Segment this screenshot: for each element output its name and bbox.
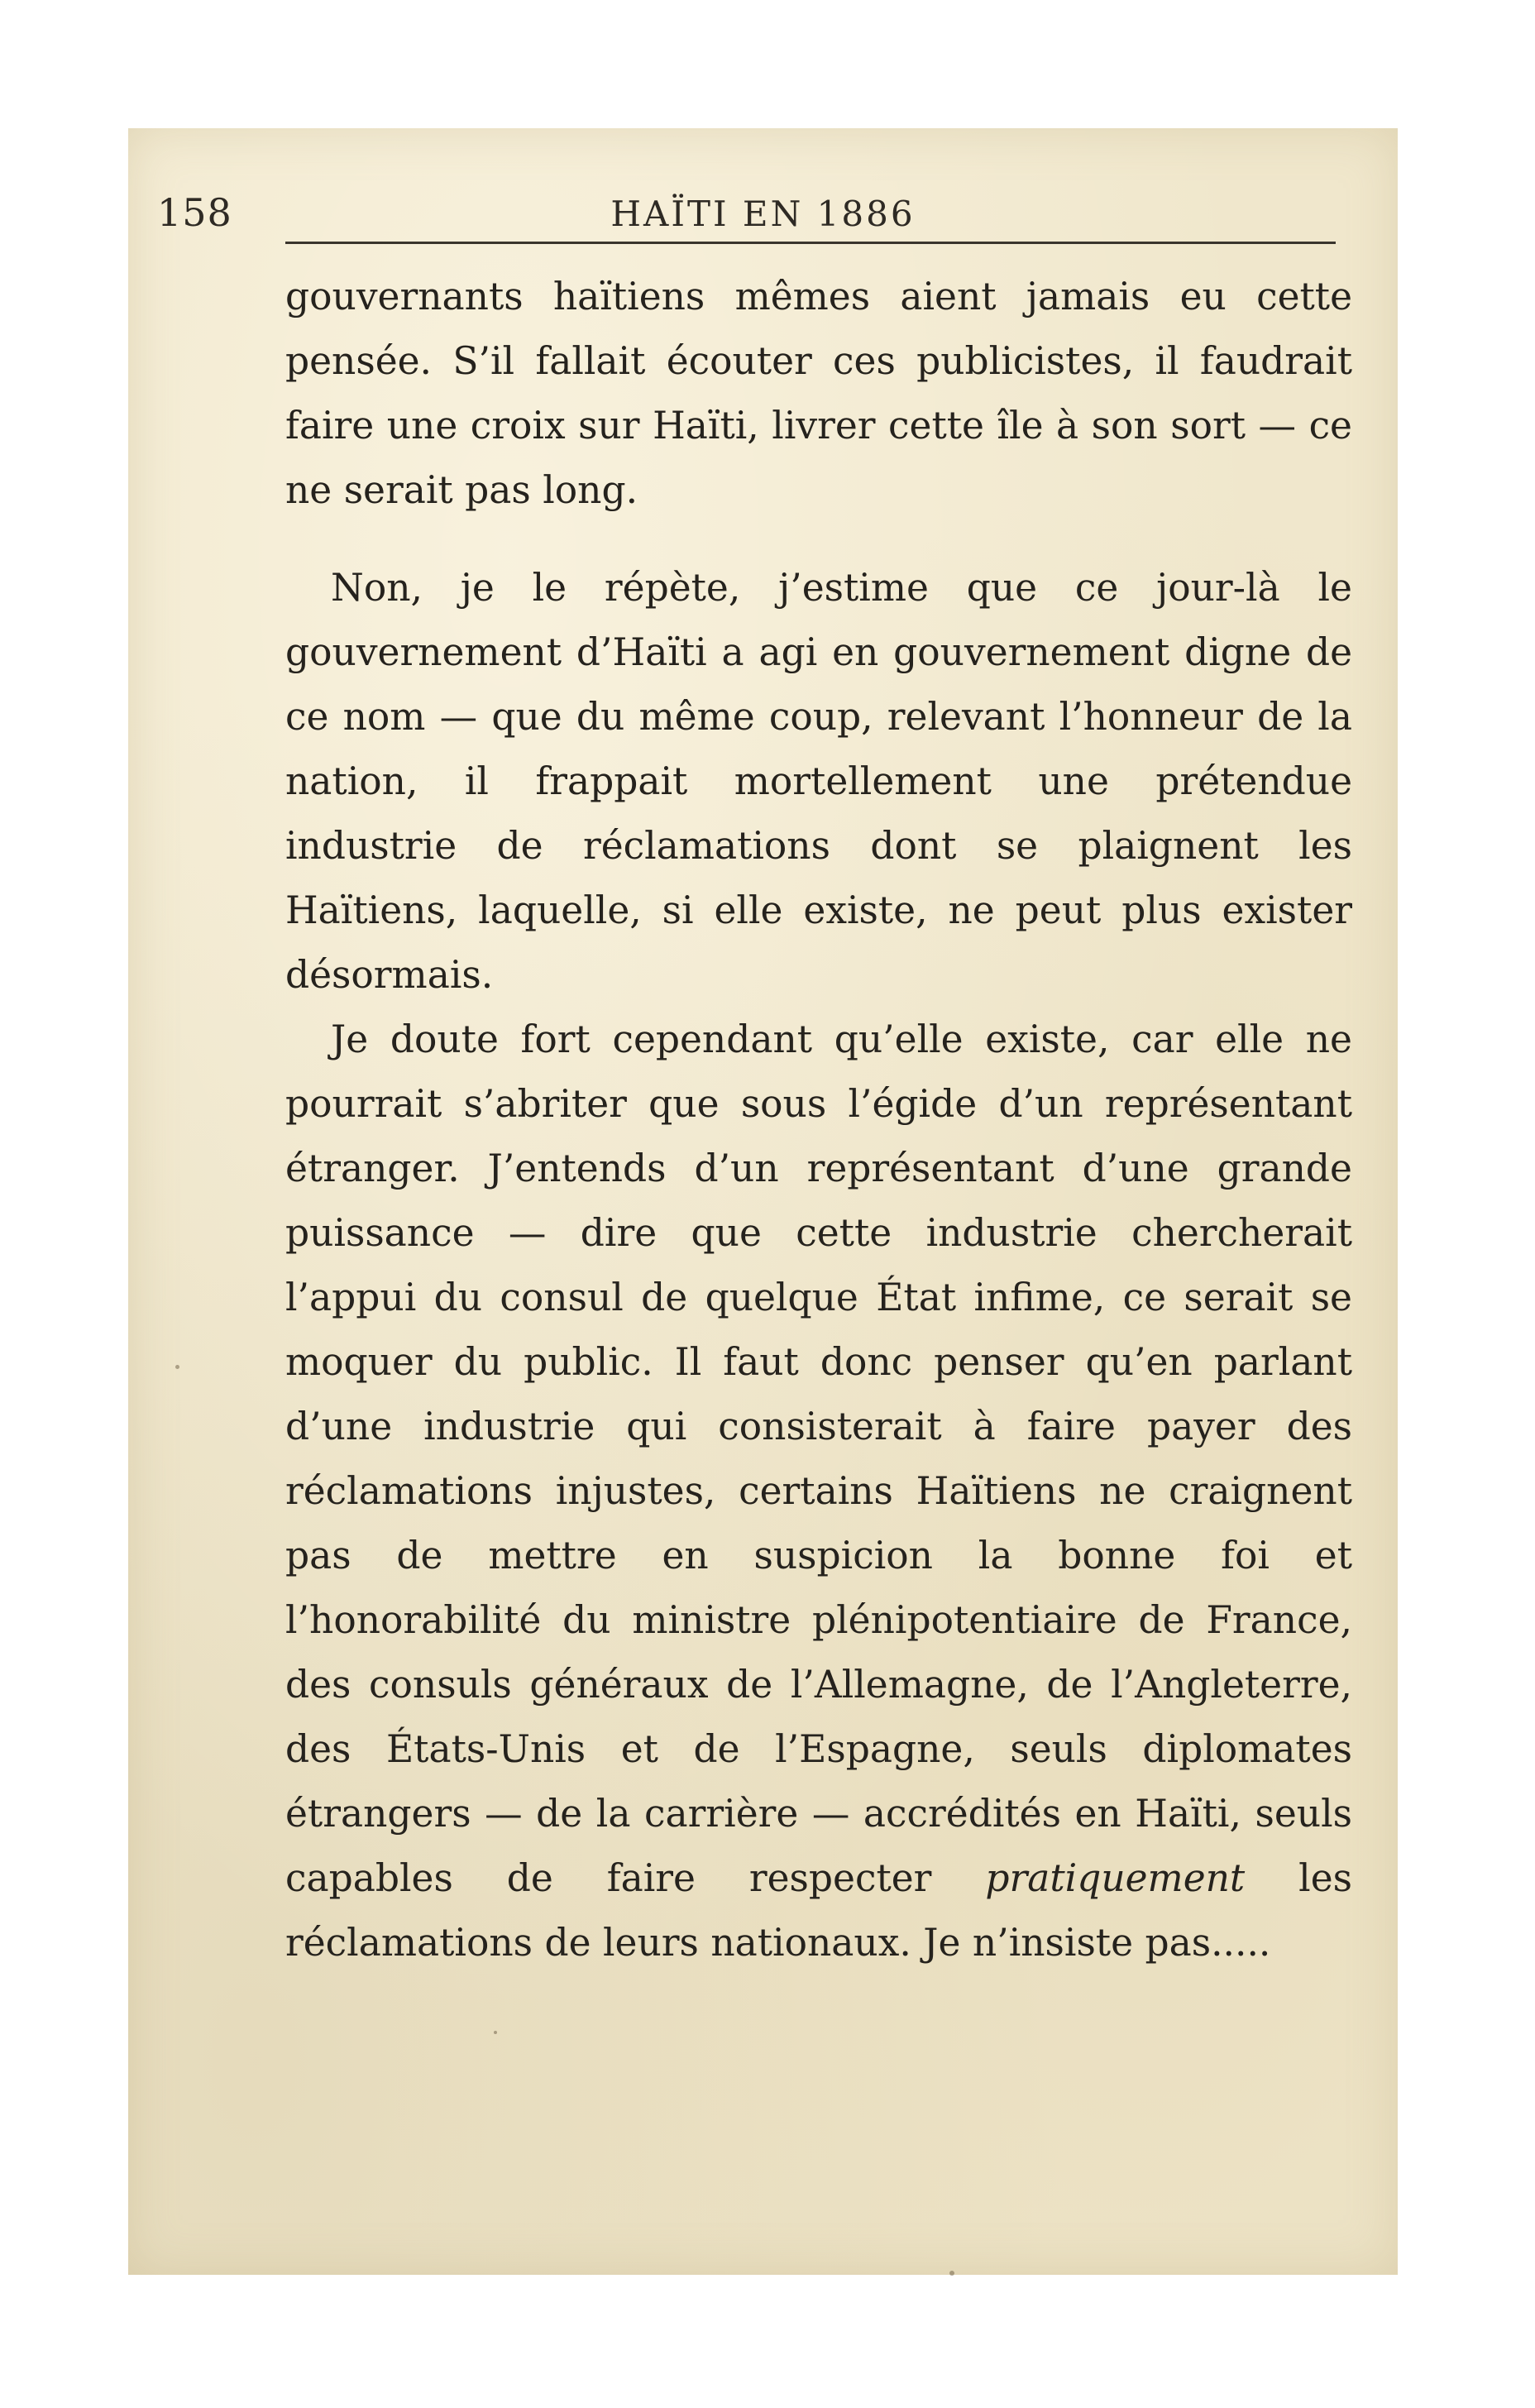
paragraph-3	[285, 1008, 1352, 1975]
paper-speck	[175, 1365, 179, 1369]
page-header	[157, 190, 1352, 248]
paragraph-1: gouvernants haïtiens mêmes aient jamais eu cette pensée. S’il fallait écouter ces publicistes, il faudrait faire une croix sur Haïti, livrer cette île à son sort — ce ne serait pas long.	[285, 275, 1352, 512]
paragraph-3-main: Je doute fort cependant qu’elle existe, car elle ne pourrait s’abriter que sous l’égide d’un représentant étranger. J’entends d’un représentant d’une grande puissance — dire que cette industrie chercherait l’appui du consul de quelque État infime, ce serait se moquer du public. Il faut donc penser qu’en parlant d’une industrie qui consisterait à faire payer des réclamations injustes, certains Haïtiens ne craignent pas de mettre en suspicion la bonne foi et l’honorabilité du ministre plénipotentiaire de France, des consuls généraux de l’Allemagne, de l’Angleterre, des États-Unis et de l’Espagne, seuls diplomates étrangers — de la carrière — accrédités en Haïti, seuls capables de faire respecter	[285, 1017, 1352, 1900]
paragraph-2: Non, je le répète, j’estime que ce jour-là le gouvernement d’Haïti a agi en gouvernement digne de ce nom — que du même coup, relevant l’honneur de la nation, il frappait mortellement une prétendue industrie de réclamations dont se plaignent les Haïtiens, laquelle, si elle existe, ne peut plus exister désormais.	[285, 566, 1352, 997]
body-text	[285, 265, 1352, 1975]
paper-speck	[949, 2271, 954, 2276]
paragraph-3-end: les réclamations de leurs nationaux. Je n’insiste pas.....	[285, 1856, 1353, 1965]
page-number: 158	[157, 190, 232, 235]
paper-speck	[494, 2031, 497, 2034]
emphasized-word: pratiquement	[985, 1856, 1246, 1900]
running-title: HAÏTI EN 1886	[610, 194, 916, 234]
header-rule	[285, 242, 1336, 244]
